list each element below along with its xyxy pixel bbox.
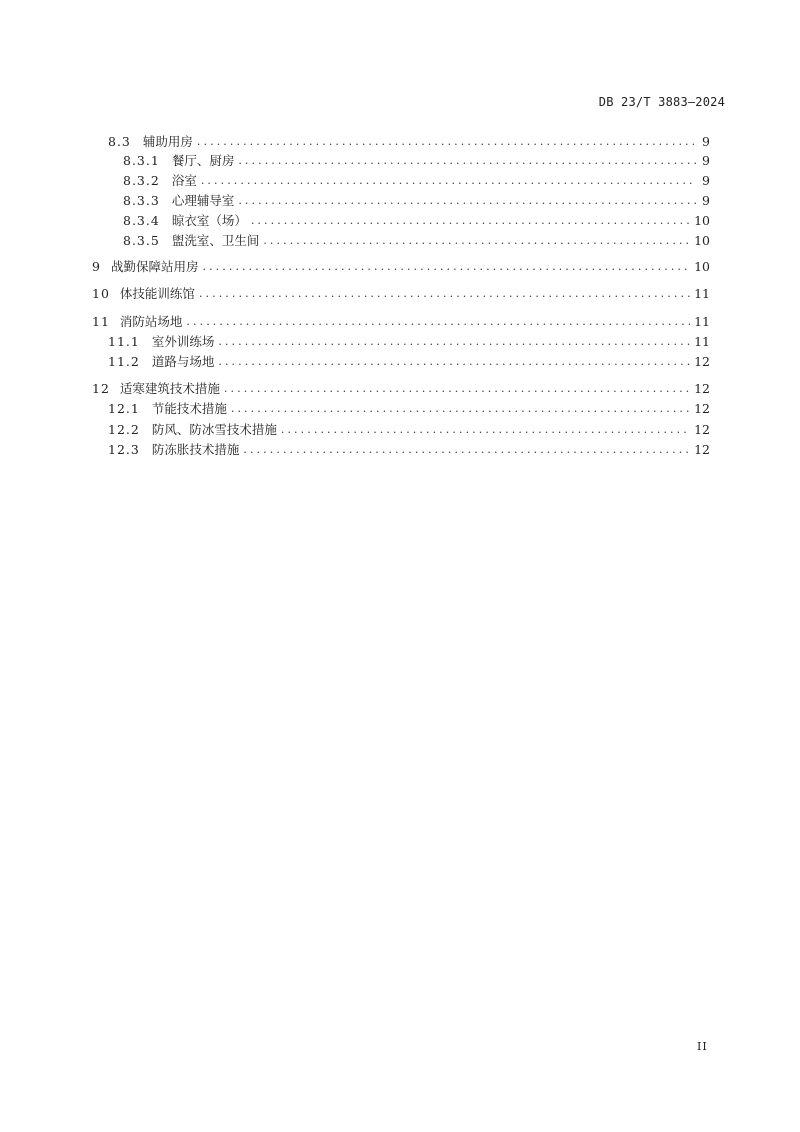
toc-number: 12: [92, 380, 110, 396]
toc-page: 10: [694, 258, 710, 274]
toc-page: 12: [694, 441, 710, 457]
dot-leader: [238, 154, 696, 167]
toc-title: 节能技术措施: [151, 401, 227, 416]
toc-number: 8.3.3: [123, 192, 160, 208]
dot-leader: [201, 174, 696, 187]
toc-page: 12: [694, 421, 710, 437]
toc-number: 12.2: [108, 421, 140, 437]
toc-number: 11.2: [108, 353, 140, 369]
toc-page: 12: [694, 353, 710, 369]
toc-title: 适寒建筑技术措施: [119, 381, 220, 396]
page-number-footer: II: [697, 1040, 708, 1053]
toc-number: 8.3.1: [123, 152, 160, 168]
toc-number: 8.3.5: [123, 232, 160, 248]
toc-number: 12.3: [108, 441, 140, 457]
toc-page: 9: [702, 172, 710, 188]
toc-title: 浴室: [171, 173, 197, 188]
dot-leader: [263, 234, 690, 247]
dot-leader: [251, 214, 690, 227]
toc-title: 盥洗室、卫生间: [171, 233, 260, 248]
toc-page: 9: [702, 152, 710, 168]
toc-entry[interactable]: [0, 171, 710, 189]
toc-title: 室外训练场: [151, 334, 215, 349]
toc-entry[interactable]: [0, 284, 710, 302]
dot-leader: [218, 355, 690, 368]
toc-entry[interactable]: [0, 257, 710, 275]
toc-title: 辅助用房: [142, 134, 193, 149]
toc-title: 防风、防冰雪技术措施: [151, 422, 277, 437]
toc-number: 8.3: [108, 133, 131, 149]
toc-page: 11: [694, 313, 710, 329]
toc-entry[interactable]: [0, 332, 710, 350]
toc-title: 道路与场地: [151, 354, 215, 369]
toc-entry[interactable]: [0, 379, 710, 397]
toc-number: 9: [92, 258, 101, 274]
dot-leader: [231, 402, 690, 415]
toc-number: 10: [92, 285, 110, 301]
toc-number: 8.3.2: [123, 172, 160, 188]
toc-title: 餐厅、厨房: [171, 153, 235, 168]
dot-leader: [238, 194, 696, 207]
toc-title: 消防站场地: [119, 314, 183, 329]
toc-page: 11: [694, 285, 710, 301]
toc-page: 11: [694, 333, 710, 349]
toc-title: 体技能训练馆: [119, 286, 195, 301]
dot-leader: [199, 287, 690, 300]
dot-leader: [197, 135, 696, 148]
dot-leader: [243, 443, 690, 456]
dot-leader: [224, 382, 690, 395]
toc-number: 11.1: [108, 333, 140, 349]
toc-entry[interactable]: [0, 151, 710, 169]
toc-number: 12.1: [108, 400, 140, 416]
toc-page: 12: [694, 400, 710, 416]
dot-leader: [218, 335, 690, 348]
toc-entry[interactable]: [0, 211, 710, 229]
toc-entry[interactable]: [0, 312, 710, 330]
toc-entry[interactable]: [0, 231, 710, 249]
toc-entry[interactable]: [0, 352, 710, 370]
toc-entry[interactable]: [0, 191, 710, 209]
toc-page: 10: [694, 212, 710, 228]
dot-leader: [186, 315, 690, 328]
toc-entry[interactable]: [0, 440, 710, 458]
toc-title: 战勤保障站用房: [110, 259, 199, 274]
toc-number: 8.3.4: [123, 212, 160, 228]
toc-page: 9: [702, 133, 710, 149]
dot-leader: [281, 423, 690, 436]
toc-page: 10: [694, 232, 710, 248]
toc-title: 心理辅导室: [171, 193, 235, 208]
toc-number: 11: [92, 313, 110, 329]
toc-entry[interactable]: [0, 399, 710, 417]
dot-leader: [202, 260, 690, 273]
toc-entry[interactable]: [0, 132, 710, 150]
toc-title: 防冻胀技术措施: [151, 442, 240, 457]
document-id-header: DB 23/T 3883—2024: [598, 95, 725, 109]
toc-entry[interactable]: [0, 420, 710, 438]
toc-title: 晾衣室（场）: [171, 213, 247, 228]
toc-page: 9: [702, 192, 710, 208]
toc-page: 12: [694, 380, 710, 396]
